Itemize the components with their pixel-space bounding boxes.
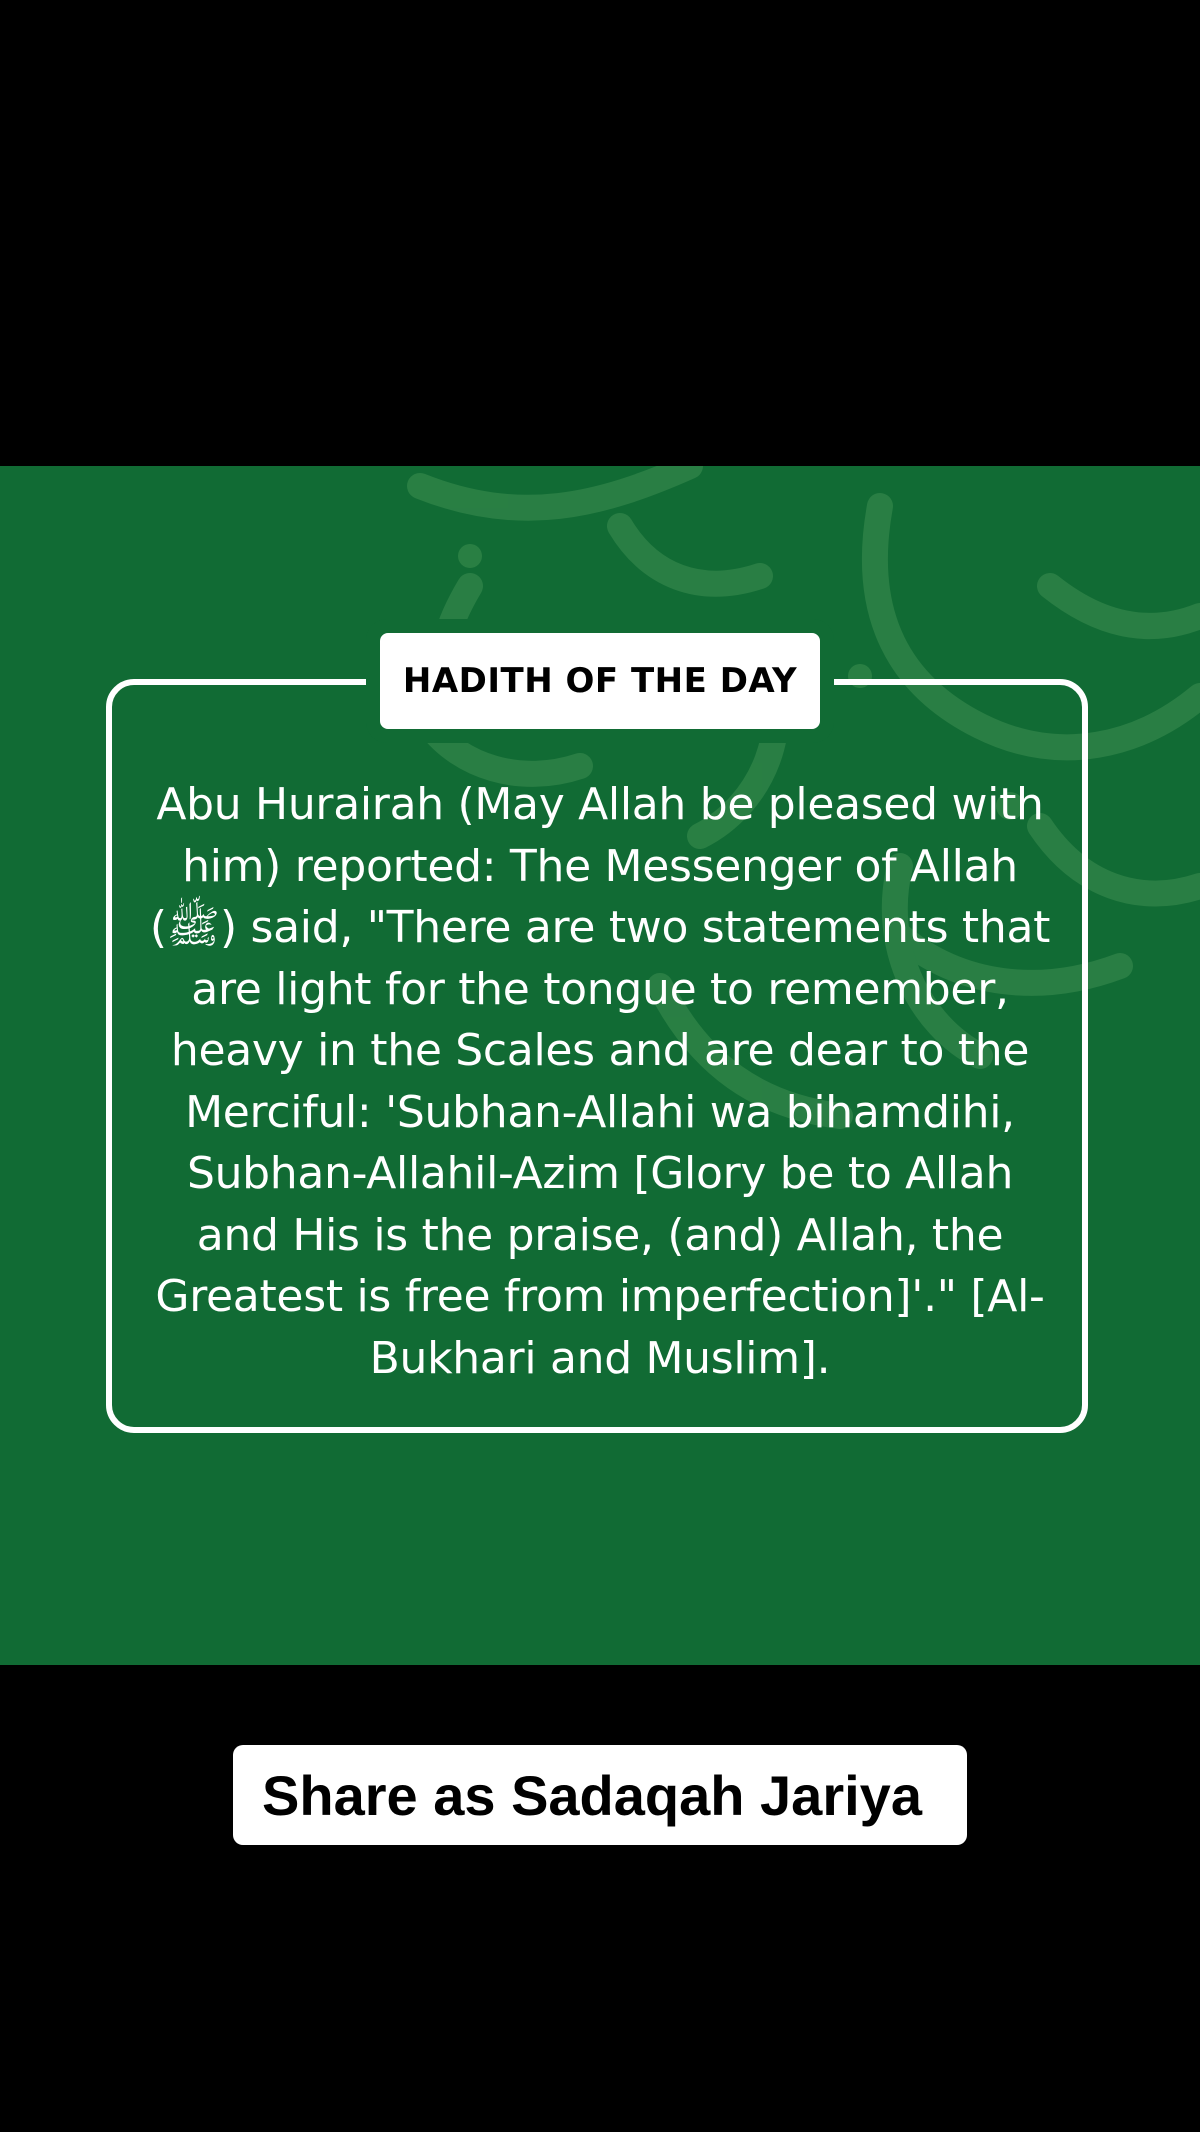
share-label: Share as Sadaqah Jariya: [262, 1763, 922, 1827]
title-badge: [380, 633, 820, 729]
share-button[interactable]: [233, 1745, 967, 1845]
hadith-text: Abu Hurairah (May Allah be pleased with him) reported: The Messenger of Allah (ﷺ) said, "There are two statements that are light for the tongue to remember, heavy in the Scales and are dear to the Merciful: 'Subhan-Allahi wa bihamdihi, Subhan-Allahil-Azim [Glory be to Allah and His is the praise, (and) Allah, the Greatest is free from imperfection]'." [Al-Bukhari and Muslim].: [149, 779, 1051, 1384]
hadith-panel: [0, 466, 1200, 1665]
card-title: HADITH OF THE DAY: [402, 661, 798, 701]
